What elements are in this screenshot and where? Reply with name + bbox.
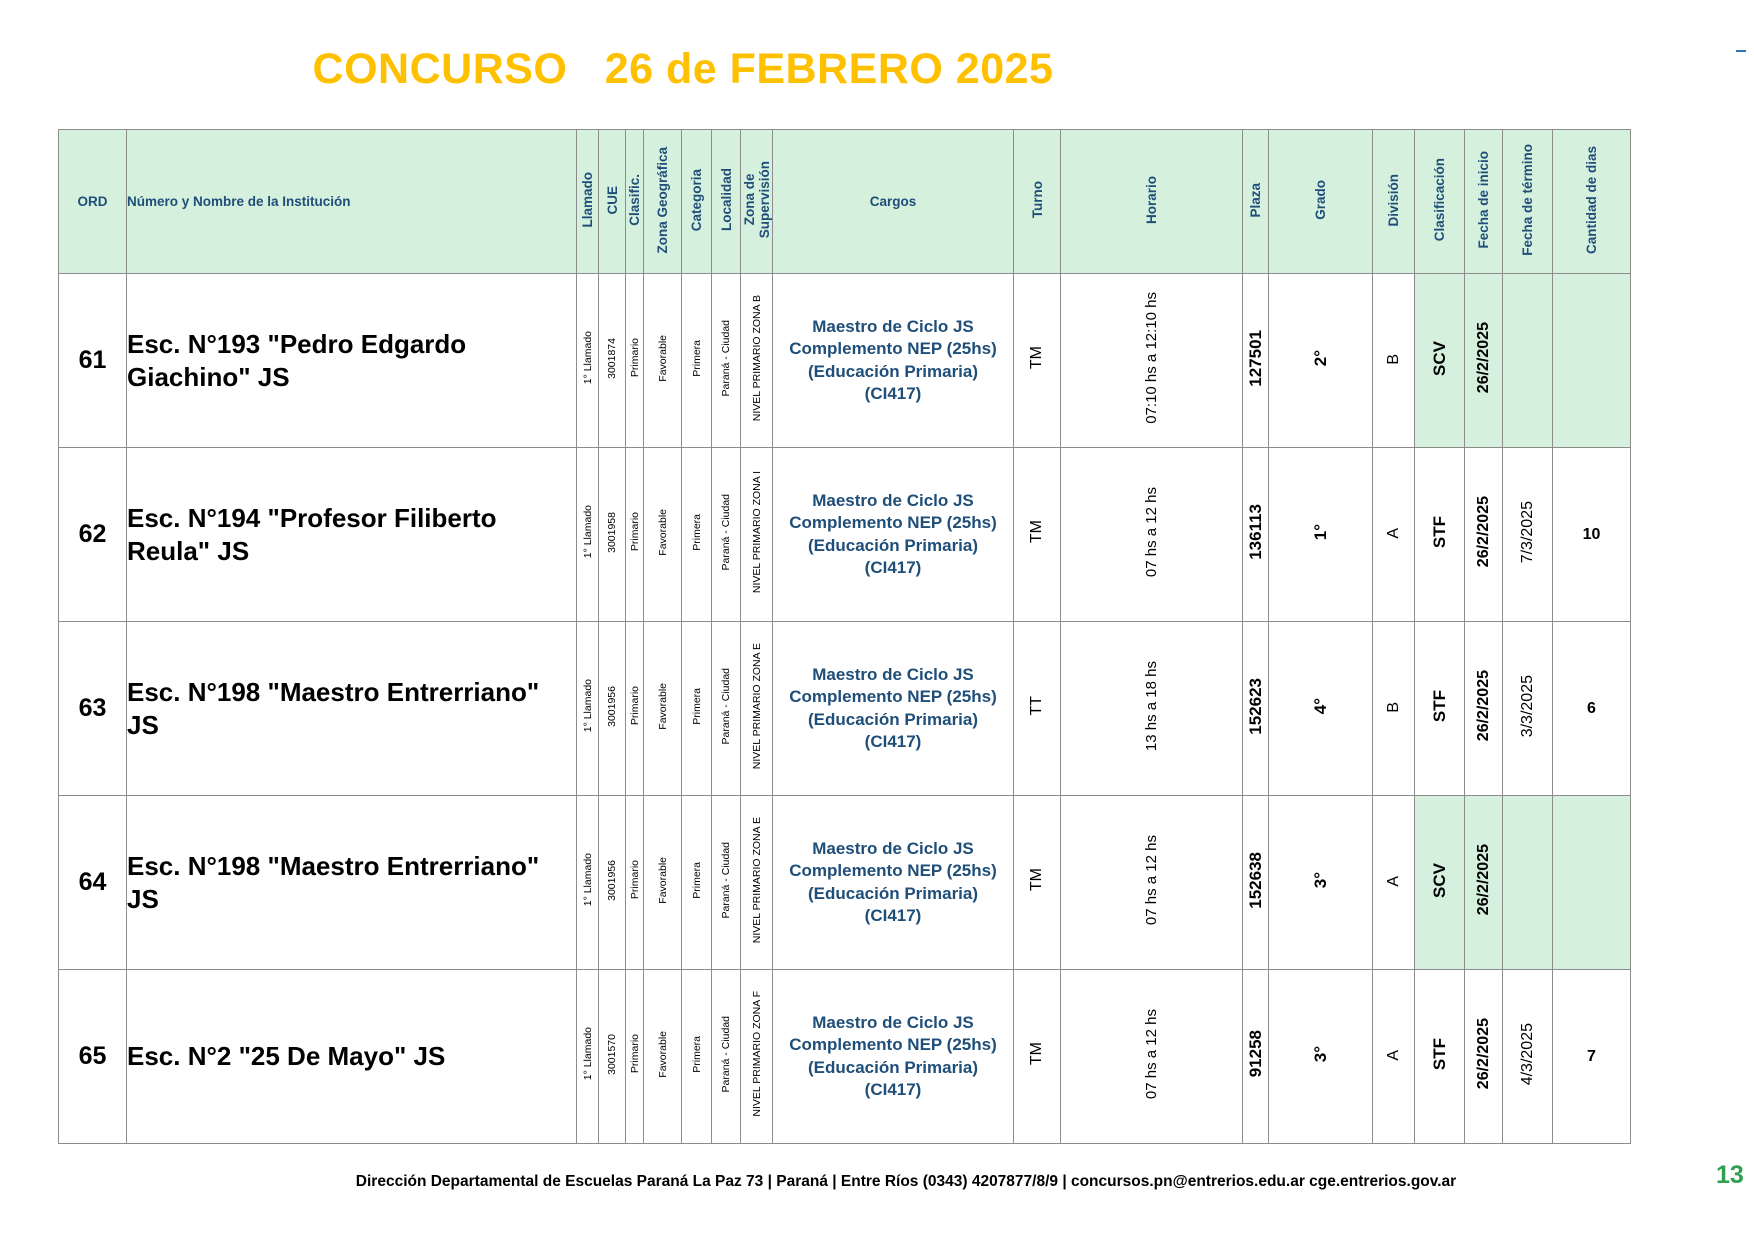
llamado-cell: 1° Llamado	[577, 970, 599, 1144]
localidad-cell: Paraná - Ciudad	[712, 796, 741, 970]
categoria-cell: Primera	[682, 274, 712, 448]
dias-cell: 6	[1553, 622, 1631, 796]
corner-mark	[1736, 50, 1746, 52]
localidad-cell: Paraná - Ciudad	[712, 448, 741, 622]
fecha-termino-cell	[1503, 796, 1553, 970]
clasificacion-cell: STF	[1415, 448, 1465, 622]
cue-cell: 3001874	[599, 274, 626, 448]
division-cell: A	[1373, 448, 1415, 622]
institucion-cell: Esc. N°194 "Profesor Filiberto Reula" JS	[127, 448, 577, 622]
categoria-cell: Primera	[682, 970, 712, 1144]
fecha-termino-cell	[1503, 274, 1553, 448]
table-row	[59, 796, 1631, 970]
cue-cell: 3001958	[599, 448, 626, 622]
ord-cell: 65	[59, 970, 127, 1144]
dias-cell	[1553, 274, 1631, 448]
cargo-cell: Maestro de Ciclo JS Complemento NEP (25hs) (Educación Primaria) (CI417)	[773, 274, 1014, 448]
zona-cell: Favorable	[644, 274, 682, 448]
supervision-cell: NIVEL PRIMARIO ZONA E	[741, 796, 773, 970]
header-clasific: Clasific.	[626, 130, 644, 274]
fecha-inicio-cell: 26/2/2025	[1465, 274, 1503, 448]
institucion-cell: Esc. N°2 "25 De Mayo" JS	[127, 970, 577, 1144]
horario-cell: 07 hs a 12 hs	[1061, 448, 1243, 622]
header-llamado: Llamado	[577, 130, 599, 274]
clasificacion-cell: SCV	[1415, 796, 1465, 970]
dias-cell: 7	[1553, 970, 1631, 1144]
fecha-inicio-cell: 26/2/2025	[1465, 970, 1503, 1144]
clasific-cell: Primario	[626, 970, 644, 1144]
institucion-cell: Esc. N°198 "Maestro Entrerriano" JS	[127, 622, 577, 796]
plaza-cell: 91258	[1243, 970, 1269, 1144]
header-fecha-termino: Fecha de término	[1503, 130, 1553, 274]
cargo-cell: Maestro de Ciclo JS Complemento NEP (25hs) (Educación Primaria) (CI417)	[773, 796, 1014, 970]
turno-cell: TT	[1014, 622, 1061, 796]
footer-contact: Dirección Departamental de Escuelas Paraná La Paz 73 | Paraná | Entre Ríos (0343) 4207877/8/9 | concursos.pn@entrerios.edu.ar cge.entrerios.gov.ar	[355, 1173, 1457, 1190]
fecha-inicio-cell: 26/2/2025	[1465, 796, 1503, 970]
header-institucion: Número y Nombre de la Institución	[127, 130, 577, 274]
horario-cell: 07:10 hs a 12:10 hs	[1061, 274, 1243, 448]
page-number: 13	[1716, 1161, 1744, 1189]
plaza-cell: 127501	[1243, 274, 1269, 448]
header-plaza: Plaza	[1243, 130, 1269, 274]
cue-cell: 3001956	[599, 622, 626, 796]
table-row	[59, 622, 1631, 796]
cue-cell: 3001956	[599, 796, 626, 970]
grado-cell: 2°	[1269, 274, 1373, 448]
plaza-cell: 136113	[1243, 448, 1269, 622]
cargo-cell: Maestro de Ciclo JS Complemento NEP (25hs) (Educación Primaria) (CI417)	[773, 622, 1014, 796]
table-row	[59, 448, 1631, 622]
zona-cell: Favorable	[644, 622, 682, 796]
supervision-cell: NIVEL PRIMARIO ZONA F	[741, 970, 773, 1144]
cue-cell: 3001570	[599, 970, 626, 1144]
header-zona-geografica: Zona Geográfica	[644, 130, 682, 274]
header-division: División	[1373, 130, 1415, 274]
llamado-cell: 1° Llamado	[577, 448, 599, 622]
localidad-cell: Paraná - Ciudad	[712, 970, 741, 1144]
turno-cell: TM	[1014, 274, 1061, 448]
turno-cell: TM	[1014, 448, 1061, 622]
categoria-cell: Primera	[682, 796, 712, 970]
categoria-cell: Primera	[682, 448, 712, 622]
ord-cell: 63	[59, 622, 127, 796]
clasific-cell: Primario	[626, 274, 644, 448]
header-cantidad-dias: Cantidad de dias	[1553, 130, 1631, 274]
fecha-inicio-cell: 26/2/2025	[1465, 622, 1503, 796]
grado-cell: 4°	[1269, 622, 1373, 796]
header-horario: Horario	[1061, 130, 1243, 274]
header-ord: ORD	[59, 130, 127, 274]
fecha-inicio-cell: 26/2/2025	[1465, 448, 1503, 622]
supervision-cell: NIVEL PRIMARIO ZONA E	[741, 622, 773, 796]
plaza-cell: 152638	[1243, 796, 1269, 970]
concurso-table	[58, 129, 1631, 1144]
header-cue: CUE	[599, 130, 626, 274]
division-cell: A	[1373, 970, 1415, 1144]
dias-cell: 10	[1553, 448, 1631, 622]
header-cargos: Cargos	[773, 130, 1014, 274]
grado-cell: 3°	[1269, 970, 1373, 1144]
table-row	[59, 274, 1631, 448]
header-clasificacion: Clasificación	[1415, 130, 1465, 274]
zona-cell: Favorable	[644, 970, 682, 1144]
institucion-cell: Esc. N°198 "Maestro Entrerriano" JS	[127, 796, 577, 970]
fecha-termino-cell: 4/3/2025	[1503, 970, 1553, 1144]
zona-cell: Favorable	[644, 448, 682, 622]
localidad-cell: Paraná - Ciudad	[712, 274, 741, 448]
header-localidad: Localidad	[712, 130, 741, 274]
supervision-cell: NIVEL PRIMARIO ZONA I	[741, 448, 773, 622]
horario-cell: 07 hs a 12 hs	[1061, 796, 1243, 970]
division-cell: A	[1373, 796, 1415, 970]
clasificacion-cell: STF	[1415, 970, 1465, 1144]
grado-cell: 1°	[1269, 448, 1373, 622]
division-cell: B	[1373, 274, 1415, 448]
plaza-cell: 152623	[1243, 622, 1269, 796]
header-row	[59, 130, 1631, 274]
header-grado: Grado	[1269, 130, 1373, 274]
clasificacion-cell: SCV	[1415, 274, 1465, 448]
header-categoria: Categoria	[682, 130, 712, 274]
table-row	[59, 970, 1631, 1144]
clasific-cell: Primario	[626, 796, 644, 970]
ord-cell: 62	[59, 448, 127, 622]
supervision-cell: NIVEL PRIMARIO ZONA B	[741, 274, 773, 448]
grado-cell: 3°	[1269, 796, 1373, 970]
header-fecha-inicio: Fecha de inicio	[1465, 130, 1503, 274]
localidad-cell: Paraná - Ciudad	[712, 622, 741, 796]
division-cell: B	[1373, 622, 1415, 796]
ord-cell: 64	[59, 796, 127, 970]
dias-cell	[1553, 796, 1631, 970]
horario-cell: 07 hs a 12 hs	[1061, 970, 1243, 1144]
clasific-cell: Primario	[626, 448, 644, 622]
page-title: CONCURSO 26 de FEBRERO 2025	[312, 45, 1054, 93]
header-zona-supervision: Zona de Supervisión	[741, 130, 773, 274]
institucion-cell: Esc. N°193 "Pedro Edgardo Giachino" JS	[127, 274, 577, 448]
turno-cell: TM	[1014, 970, 1061, 1144]
clasific-cell: Primario	[626, 622, 644, 796]
cargo-cell: Maestro de Ciclo JS Complemento NEP (25hs) (Educación Primaria) (CI417)	[773, 448, 1014, 622]
llamado-cell: 1° Llamado	[577, 622, 599, 796]
zona-cell: Favorable	[644, 796, 682, 970]
llamado-cell: 1° Llamado	[577, 274, 599, 448]
categoria-cell: Primera	[682, 622, 712, 796]
header-turno: Turno	[1014, 130, 1061, 274]
clasificacion-cell: STF	[1415, 622, 1465, 796]
fecha-termino-cell: 7/3/2025	[1503, 448, 1553, 622]
llamado-cell: 1° Llamado	[577, 796, 599, 970]
horario-cell: 13 hs a 18 hs	[1061, 622, 1243, 796]
fecha-termino-cell: 3/3/2025	[1503, 622, 1553, 796]
cargo-cell: Maestro de Ciclo JS Complemento NEP (25hs) (Educación Primaria) (CI417)	[773, 970, 1014, 1144]
ord-cell: 61	[59, 274, 127, 448]
turno-cell: TM	[1014, 796, 1061, 970]
